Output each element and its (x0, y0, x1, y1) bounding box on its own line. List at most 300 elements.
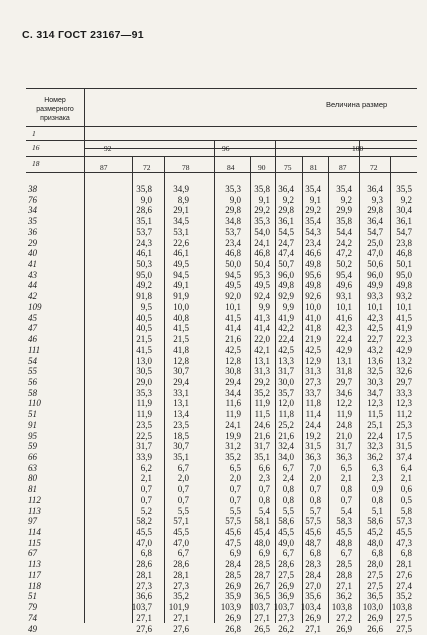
table-cell: 0,8 (258, 494, 270, 505)
table-cell: 49,5 (173, 259, 189, 270)
table-cell: 45,6 (305, 527, 321, 538)
table-cell: 29,7 (336, 376, 352, 387)
table-cell: 94,5 (173, 269, 189, 280)
table-cell: 21,0 (336, 430, 352, 441)
table-cell: 103,9 (220, 602, 241, 613)
table-cell: 9,2 (340, 194, 352, 205)
table-cell: 35,7 (278, 387, 294, 398)
page-header: С. 314 ГОСТ 23167—91 (22, 29, 144, 41)
table-cell: 28,6 (136, 559, 152, 570)
table-cell: 92,6 (305, 291, 321, 302)
table-cell: 53,7 (225, 226, 241, 237)
table-cell: 50,6 (367, 259, 383, 270)
table-cell: 28,6 (136, 205, 152, 216)
table-cell: 29,9 (336, 205, 352, 216)
table-cell: 30,7 (173, 366, 189, 377)
column-label-header: Номер размерного признака (36, 97, 74, 122)
table-cell: 92,0 (225, 291, 241, 302)
table-cell: 35,3 (136, 387, 152, 398)
table-cell: 54,7 (396, 226, 412, 237)
table-cell: 0,6 (400, 484, 412, 495)
row-number: 114 (28, 527, 41, 538)
table-cell: 27,1 (254, 612, 270, 623)
table-cell: 9,1 (258, 194, 270, 205)
table-cell: 50,1 (396, 259, 412, 270)
table-cell: 41,5 (173, 323, 189, 334)
table-cell: 36,4 (278, 184, 294, 194)
table-cell: 13,6 (367, 355, 383, 366)
value-header: Величина размер (326, 100, 388, 109)
row-number: 49 (28, 623, 37, 634)
table-cell: 34,5 (173, 216, 189, 227)
table-cell: 43,2 (367, 344, 383, 355)
table-cell: 0,8 (282, 484, 294, 495)
table-cell: 27,3 (278, 612, 294, 623)
table-cell: 23,8 (396, 237, 412, 248)
table-cell: 41,9 (278, 312, 294, 323)
table-cell: 2,1 (400, 473, 412, 484)
table-cell: 41,5 (396, 312, 412, 323)
table-cell: 22,4 (336, 334, 352, 345)
table-cell: 29,4 (173, 376, 189, 387)
table-cell: 29,2 (254, 376, 270, 387)
table-cell: 57,3 (396, 516, 412, 527)
row-number: 79 (28, 602, 37, 613)
table-cell: 46,1 (136, 248, 152, 259)
table-cell: 35,2 (173, 591, 189, 602)
table-cell: 103,7 (131, 602, 152, 613)
table-cell: 12,0 (278, 398, 294, 409)
table-cell: 21,9 (305, 334, 321, 345)
table-cell: 47,2 (336, 248, 352, 259)
row-number: 112 (28, 494, 41, 505)
table-cell: 42,2 (278, 323, 294, 334)
table-cell: 94,5 (225, 269, 241, 280)
table-cell: 10,1 (336, 301, 352, 312)
table-cell: 9,9 (258, 301, 270, 312)
table-cell: 36,1 (278, 216, 294, 227)
table-cell: 57,5 (225, 516, 241, 527)
table-cell: 6,7 (282, 548, 294, 559)
table-cell: 37,4 (396, 452, 412, 462)
table-cell: 48,0 (254, 537, 270, 548)
table-cell: 2,1 (140, 473, 152, 484)
table-cell: 27,5 (396, 623, 412, 634)
table-cell: 0,7 (340, 494, 352, 505)
table-cell: 11,9 (254, 398, 270, 409)
row-number: 35 (28, 216, 37, 227)
table-cell: 49,5 (254, 280, 270, 291)
table-cell: 101,9 (168, 602, 189, 613)
table-cell: 13,0 (136, 355, 152, 366)
table-cell: 28,1 (173, 569, 189, 580)
row-number: 59 (28, 441, 37, 452)
table-cell: 0,7 (177, 494, 189, 505)
table-cell: 28,4 (305, 569, 321, 580)
table-cell: 26,9 (225, 580, 241, 591)
table-cell: 29,1 (173, 205, 189, 216)
table-cell: 48,0 (367, 537, 383, 548)
group18-value-2: 72 (143, 163, 151, 172)
row-number: 45 (28, 312, 37, 323)
table-cell: 2,0 (309, 473, 321, 484)
row-number: 118 (28, 580, 41, 591)
table-cell: 27,1 (336, 580, 352, 591)
table-cell: 12,8 (225, 355, 241, 366)
table-cell: 29,8 (278, 205, 294, 216)
row-number: 66 (28, 452, 37, 462)
table-cell: 36,9 (278, 591, 294, 602)
table-cell: 27,4 (396, 580, 412, 591)
table-cell: 95,6 (305, 269, 321, 280)
table-cell: 28,0 (367, 559, 383, 570)
table-cell: 28,5 (336, 559, 352, 570)
label-column-border (84, 88, 85, 623)
table-cell: 0,5 (400, 494, 412, 505)
table-cell: 57,1 (173, 516, 189, 527)
table-cell: 6,5 (340, 462, 352, 473)
table-cell: 5,1 (371, 505, 383, 516)
table-cell: 5,5 (177, 505, 189, 516)
table-cell: 11,8 (305, 398, 321, 409)
table-cell: 2,3 (371, 473, 383, 484)
table-cell: 6,7 (282, 462, 294, 473)
table-cell: 46,8 (225, 248, 241, 259)
table-cell: 29,7 (396, 376, 412, 387)
table-cell: 53,7 (136, 226, 152, 237)
table-cell: 53,1 (173, 226, 189, 237)
table-cell: 22,6 (173, 237, 189, 248)
table-cell: 50,3 (136, 259, 152, 270)
table-cell: 93,2 (396, 291, 412, 302)
row-number: 38 (28, 184, 37, 194)
row-number: 117 (28, 569, 41, 580)
table-cell: 103,7 (249, 602, 270, 613)
table-cell: 95,0 (396, 269, 412, 280)
table-cell: 45,5 (173, 527, 189, 538)
table-cell: 27,2 (336, 612, 352, 623)
table-cell: 58,3 (336, 516, 352, 527)
table-cell: 12,3 (396, 398, 412, 409)
table-cell: 31,7 (254, 441, 270, 452)
row-number: 54 (28, 355, 37, 366)
table-cell: 24,3 (136, 237, 152, 248)
table-cell: 36,2 (367, 452, 383, 462)
table-cell: 92,9 (278, 291, 294, 302)
table-cell: 95,3 (254, 269, 270, 280)
table-cell: 96,0 (367, 269, 383, 280)
table-cell: 11,9 (136, 409, 152, 420)
table-cell: 2,3 (258, 473, 270, 484)
table-cell: 24,6 (254, 419, 270, 430)
table-cell: 47,4 (278, 248, 294, 259)
table-cell: 58,2 (136, 516, 152, 527)
table-cell: 34,7 (367, 387, 383, 398)
table-cell: 6,6 (258, 462, 270, 473)
table-cell: 5,4 (340, 505, 352, 516)
table-cell: 30,4 (396, 205, 412, 216)
table-cell: 48,7 (305, 537, 321, 548)
row-number: 56 (28, 376, 37, 387)
table-cell: 41,5 (136, 344, 152, 355)
table-cell: 41,3 (254, 312, 270, 323)
table-cell: 32,5 (367, 366, 383, 377)
table-cell: 35,1 (254, 452, 270, 462)
table-cell: 13,3 (278, 355, 294, 366)
table-cell: 49,8 (396, 280, 412, 291)
table-cell: 95,4 (336, 269, 352, 280)
table-cell: 24,1 (254, 237, 270, 248)
table-cell: 26,9 (367, 612, 383, 623)
table-cell: 34,9 (173, 184, 189, 194)
table-cell: 49,9 (367, 280, 383, 291)
table-cell: 9,3 (371, 194, 383, 205)
table-cell: 25,1 (367, 419, 383, 430)
group16-value-3: 100 (352, 144, 364, 153)
table-cell: 42,3 (367, 312, 383, 323)
table-cell: 35,8 (254, 184, 270, 194)
table-cell: 5,5 (229, 505, 241, 516)
table-cell: 30,5 (136, 366, 152, 377)
table-cell: 54,4 (336, 226, 352, 237)
table-cell: 19,9 (225, 430, 241, 441)
table-cell: 7,0 (309, 462, 321, 473)
table-cell: 48,8 (336, 537, 352, 548)
table-cell: 11,6 (225, 398, 241, 409)
table-cell: 28,3 (305, 559, 321, 570)
table-cell: 35,1 (136, 216, 152, 227)
table-cell: 28,5 (225, 569, 241, 580)
row-eighteen-label: 18 (32, 159, 40, 168)
row-number: 34 (28, 205, 37, 216)
table-cell: 0,7 (140, 484, 152, 495)
table-cell: 103,0 (362, 602, 383, 613)
table-cell: 25,0 (367, 237, 383, 248)
table-cell: 27,5 (367, 569, 383, 580)
table-cell: 35,5 (396, 184, 412, 194)
table-cell: 6,8 (140, 548, 152, 559)
table-cell: 10,1 (396, 301, 412, 312)
table-cell: 22,0 (254, 334, 270, 345)
table-cell: 45,6 (225, 527, 241, 538)
table-cell: 11,9 (225, 409, 241, 420)
row-number: 63 (28, 462, 37, 473)
table-cell: 11,9 (336, 409, 352, 420)
table-cell: 46,8 (396, 248, 412, 259)
table-cell: 6,8 (309, 548, 321, 559)
table-cell: 9,2 (400, 194, 412, 205)
table-cell: 36,4 (367, 216, 383, 227)
row-number: 44 (28, 280, 37, 291)
group16-value-1: 92 (104, 144, 112, 153)
table-cell: 27,1 (305, 623, 321, 634)
table-cell: 27,6 (173, 623, 189, 634)
table-cell: 35,4 (305, 216, 321, 227)
table-cell: 11,9 (136, 398, 152, 409)
table-cell: 93,1 (336, 291, 352, 302)
row-number: 113 (28, 505, 41, 516)
table-cell: 42,3 (336, 323, 352, 334)
table-cell: 23,5 (173, 419, 189, 430)
table-cell: 21,6 (225, 334, 241, 345)
table-cell: 47,3 (396, 537, 412, 548)
group18-value-1: 87 (100, 163, 108, 172)
table-cell: 23,5 (136, 419, 152, 430)
table-cell: 28,4 (225, 559, 241, 570)
table-cell: 29,8 (367, 205, 383, 216)
table-cell: 47,0 (136, 537, 152, 548)
table-cell: 57,5 (305, 516, 321, 527)
table-cell: 26,9 (278, 580, 294, 591)
table-cell: 22,4 (278, 334, 294, 345)
table-cell: 35,4 (305, 184, 321, 194)
table-cell: 32,4 (278, 441, 294, 452)
table-cell: 45,5 (336, 527, 352, 538)
table-cell: 28,6 (278, 559, 294, 570)
table-cell: 6,7 (177, 548, 189, 559)
table-cell: 35,8 (336, 216, 352, 227)
table-cell: 2,0 (229, 473, 241, 484)
table-cell: 42,5 (225, 344, 241, 355)
row-number: 76 (28, 194, 37, 205)
table-cell: 42,5 (367, 323, 383, 334)
table-cell: 35,4 (336, 184, 352, 194)
table-cell: 32,6 (396, 366, 412, 377)
group18-value-7: 81 (310, 163, 318, 172)
table-cell: 27,0 (305, 580, 321, 591)
table-cell: 28,1 (136, 569, 152, 580)
table-cell: 27,5 (396, 612, 412, 623)
row-number: 111 (28, 344, 41, 355)
table-cell: 28,1 (396, 559, 412, 570)
row-number: 42 (28, 291, 37, 302)
table-cell: 17,5 (396, 430, 412, 441)
table-cell: 13,2 (396, 355, 412, 366)
table-cell: 45,5 (136, 527, 152, 538)
table-cell: 26,5 (254, 623, 270, 634)
table-cell: 2,0 (177, 473, 189, 484)
table-cell: 0,7 (140, 494, 152, 505)
table-cell: 11,4 (305, 409, 321, 420)
table-cell: 26,9 (225, 612, 241, 623)
table-cell: 31,7 (336, 441, 352, 452)
table-cell: 10,0 (173, 301, 189, 312)
table-cell: 6,7 (177, 462, 189, 473)
table-cell: 34,4 (225, 387, 241, 398)
table-cell: 54,5 (278, 226, 294, 237)
table-cell: 41,9 (396, 323, 412, 334)
table-cell: 103,4 (300, 602, 321, 613)
row-number: 51 (28, 591, 37, 602)
row-number: 43 (28, 269, 37, 280)
table-cell: 40,5 (136, 323, 152, 334)
table-cell: 0,7 (229, 484, 241, 495)
table-cell: 54,0 (254, 226, 270, 237)
table-cell: 46,8 (254, 248, 270, 259)
row-sixteen-label: 16 (32, 143, 40, 152)
table-cell: 41,4 (254, 323, 270, 334)
table-cell: 12,9 (305, 355, 321, 366)
table-cell: 5,7 (309, 505, 321, 516)
table-cell: 6,3 (371, 462, 383, 473)
table-cell: 2,1 (340, 473, 352, 484)
table-cell: 36,4 (367, 184, 383, 194)
row-number: 58 (28, 387, 37, 398)
table-cell: 27,6 (136, 623, 152, 634)
table-cell: 24,2 (336, 237, 352, 248)
table-cell: 103,7 (273, 602, 294, 613)
group-divider (84, 148, 417, 149)
table-cell: 26,9 (336, 623, 352, 634)
table-cell: 54,3 (305, 226, 321, 237)
table-cell: 9,0 (140, 194, 152, 205)
row-number: 110 (28, 398, 41, 409)
table-cell: 33,1 (173, 387, 189, 398)
group18-value-3: 78 (182, 163, 190, 172)
table-cell: 13,1 (336, 355, 352, 366)
table-cell: 50,0 (225, 259, 241, 270)
group18-value-4: 84 (227, 163, 235, 172)
table-cell: 28,6 (173, 559, 189, 570)
table-cell: 5,4 (258, 505, 270, 516)
table-cell: 21,6 (278, 430, 294, 441)
table-cell: 103,8 (391, 602, 412, 613)
table-cell: 33,9 (136, 452, 152, 462)
table-cell: 50,7 (278, 259, 294, 270)
group18-value-8: 87 (339, 163, 347, 172)
table-cell: 21,5 (173, 334, 189, 345)
table-cell: 13,1 (254, 355, 270, 366)
table-cell: 33,3 (396, 387, 412, 398)
table-cell: 10,1 (225, 301, 241, 312)
table-cell: 35,9 (225, 591, 241, 602)
size-table (26, 88, 417, 634)
row-number: 81 (28, 484, 37, 495)
table-cell: 91,8 (136, 291, 152, 302)
table-cell: 42,1 (254, 344, 270, 355)
table-cell: 91,9 (173, 291, 189, 302)
row-number: 115 (28, 537, 41, 548)
table-cell: 28,7 (254, 569, 270, 580)
table-cell: 49,6 (336, 280, 352, 291)
table-cell: 0,7 (309, 484, 321, 495)
table-cell: 58,6 (278, 516, 294, 527)
table-cell: 27,5 (367, 580, 383, 591)
table-cell: 21,5 (136, 334, 152, 345)
table-cell: 29,0 (136, 376, 152, 387)
table-cell: 36,3 (305, 452, 321, 462)
table-cell: 5,5 (282, 505, 294, 516)
table-cell: 29,8 (225, 205, 241, 216)
row-number: 55 (28, 366, 37, 377)
table-cell: 49,8 (305, 280, 321, 291)
row-number: 40 (28, 248, 37, 259)
table-cell: 26,7 (254, 580, 270, 591)
table-cell: 23,4 (225, 237, 241, 248)
table-cell: 27,1 (136, 612, 152, 623)
row-one-label: 1 (32, 129, 36, 138)
table-cell: 58,6 (367, 516, 383, 527)
table-cell: 10,1 (367, 301, 383, 312)
table-cell: 0,8 (371, 494, 383, 505)
table-cell: 22,7 (367, 334, 383, 345)
row-number: 67 (28, 548, 37, 559)
table-cell: 22,4 (367, 430, 383, 441)
table-cell: 41,8 (305, 323, 321, 334)
table-cell: 35,3 (225, 184, 241, 194)
table-cell: 0,8 (282, 494, 294, 505)
row-number: 113 (28, 559, 41, 570)
